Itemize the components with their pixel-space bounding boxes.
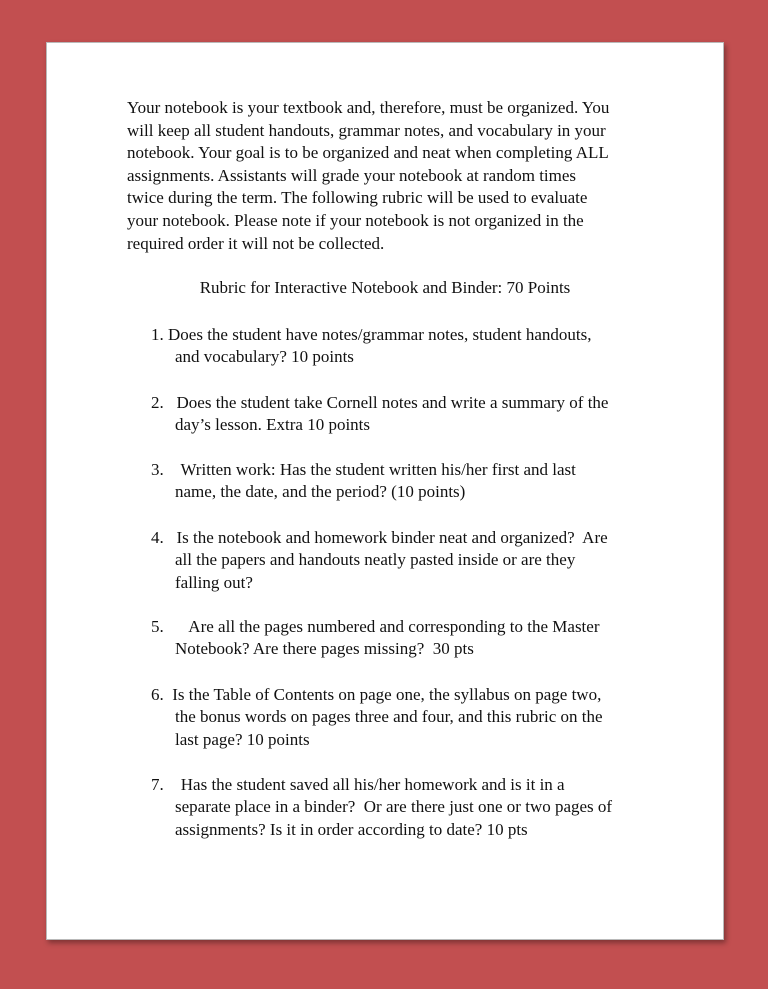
intro-line: required order it will not be collected. [127, 233, 385, 253]
rubric-item-line: day’s lesson. Extra 10 points [175, 415, 371, 435]
rubric-item-line: assignments? Is it in order according to date? 10 pts [175, 819, 528, 839]
rubric-item-line: separate place in a binder? Or are there just one or two pages of [175, 797, 613, 817]
rubric-item-2 [151, 392, 691, 437]
rubric-item-line: 4. Is the notebook and homework binder neat and organized? Are [151, 528, 608, 547]
rubric-item-3 [151, 459, 691, 504]
intro-line: twice during the term. The following rubric will be used to evaluate [127, 188, 588, 208]
rubric-item-6 [151, 684, 691, 751]
intro-line: notebook. Your goal is to be organized and neat when completing ALL [127, 143, 609, 163]
rubric-item-line: Notebook? Are there pages missing? 30 pts [175, 639, 474, 659]
intro-line: Your notebook is your textbook and, therefore, must be organized. You [127, 98, 610, 117]
rubric-item-line: name, the date, and the period? (10 points) [175, 482, 466, 502]
rubric-item-line: all the papers and handouts neatly pasted inside or are they [175, 550, 576, 570]
rubric-item-line: 2. Does the student take Cornell notes and write a summary of the [151, 393, 609, 412]
rubric-item-line: 1. Does the student have notes/grammar notes, student handouts, [151, 325, 592, 344]
document-page [46, 42, 724, 940]
rubric-item-5 [151, 616, 691, 661]
intro-paragraph [127, 97, 687, 255]
rubric-item-7 [151, 774, 691, 841]
rubric-item-line: and vocabulary? 10 points [175, 347, 354, 367]
rubric-item-line: 6. Is the Table of Contents on page one, the syllabus on page two, [151, 685, 602, 704]
rubric-title: Rubric for Interactive Notebook and Binder: 70 Points [199, 278, 571, 297]
rubric-item-line: last page? 10 points [175, 729, 310, 749]
rubric-item-line: 3. Written work: Has the student written his/her first and last [151, 460, 576, 479]
rubric-item-line: the bonus words on pages three and four, and this rubric on the [175, 707, 603, 727]
rubric-item-line: falling out? [175, 572, 253, 592]
rubric-item-line: 7. Has the student saved all his/her homework and is it in a [151, 775, 565, 794]
intro-line: your notebook. Please note if your notebook is not organized in the [127, 210, 584, 230]
rubric-item-line: 5. Are all the pages numbered and corresponding to the Master [151, 617, 600, 636]
intro-line: will keep all student handouts, grammar notes, and vocabulary in your [127, 120, 606, 140]
rubric-item-4 [151, 527, 691, 594]
rubric-item-1 [151, 324, 691, 369]
intro-line: assignments. Assistants will grade your notebook at random times [127, 165, 577, 185]
